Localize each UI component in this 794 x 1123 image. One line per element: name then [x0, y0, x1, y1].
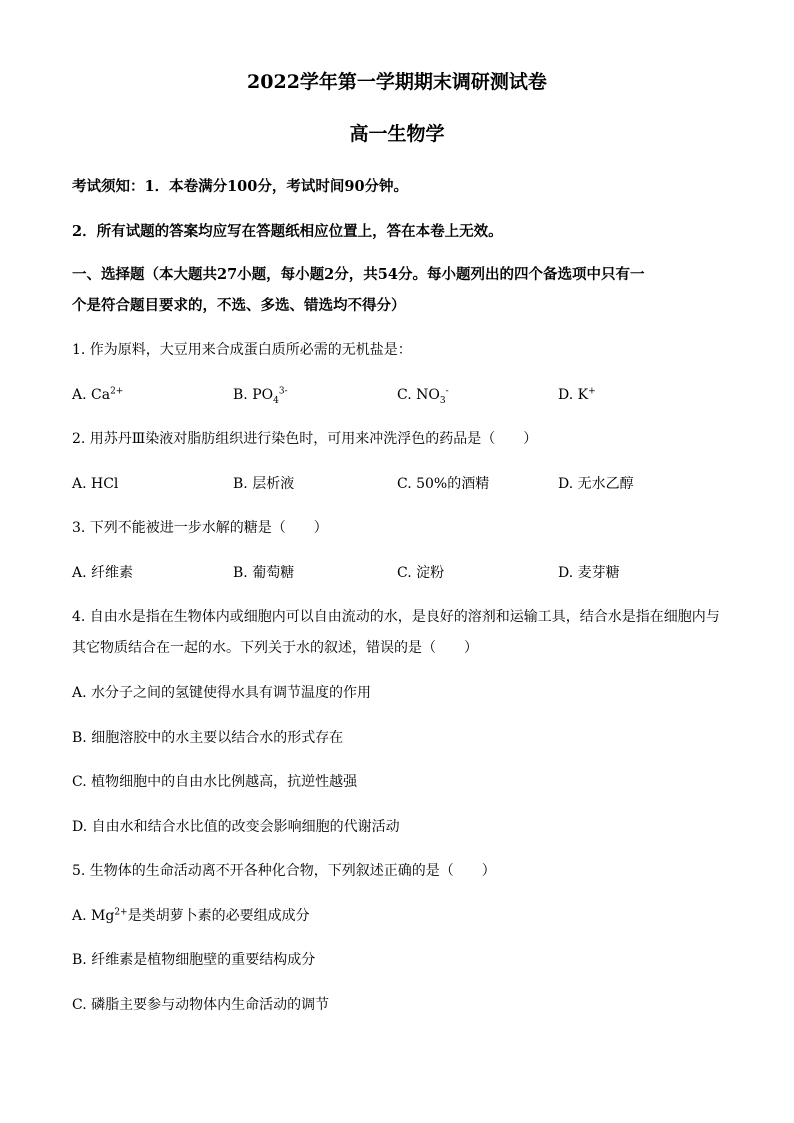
subject-title: 高一生物学	[349, 123, 445, 145]
question-3-stem: 3. 下列不能被进一步水解的糖是（ ）	[72, 520, 328, 536]
option-a-text: A. Ca	[72, 387, 111, 403]
option-c-charge: -	[445, 386, 449, 397]
option-b-text: B. PO	[233, 387, 274, 403]
question-1-option-c	[397, 385, 449, 405]
question-4-option-c: C. 植物细胞中的自由水比例越高，抗逆性越强	[72, 774, 358, 790]
section-heading-line-2: 个是符合题目要求的，不选、多选、错选均不得分）	[72, 297, 406, 314]
option-b-charge: 3-	[278, 386, 288, 397]
question-3-option-c: C. 淀粉	[397, 565, 445, 581]
option-a-text: A. Mg	[72, 908, 115, 924]
question-1-option-d	[558, 385, 596, 405]
option-c-text: C. NO	[397, 387, 440, 403]
question-2-option-d: D. 无水乙醇	[558, 476, 634, 492]
option-a-charge: 2+	[114, 907, 128, 918]
question-4-stem-line-2: 其它物质结合在一起的水。下列关于水的叙述，错误的是（ ）	[72, 640, 478, 656]
question-3-option-d: D. 麦芽糖	[558, 565, 620, 581]
option-d-text: D. K	[558, 387, 589, 403]
question-3-option-b: B. 葡萄糖	[233, 565, 295, 581]
question-1-option-b	[233, 385, 288, 405]
question-2-option-b: B. 层析液	[233, 476, 295, 492]
question-5-stem: 5. 生物体的生命活动离不开各种化合物，下列叙述正确的是（ ）	[72, 863, 496, 879]
option-d-charge: +	[588, 386, 596, 397]
exam-title: 2022学年第一学期期末调研测试卷	[247, 71, 547, 93]
question-4-option-d: D. 自由水和结合水比值的改变会影响细胞的代谢活动	[72, 819, 400, 835]
question-5-option-a	[72, 906, 310, 926]
option-a-charge: 2+	[110, 386, 124, 397]
question-2-option-c: C. 50%的酒精	[397, 476, 490, 492]
notice-line-2: 2．所有试题的答案均应写在答题纸相应位置上，答在本卷上无效。	[72, 223, 503, 240]
question-4-option-a: A. 水分子之间的氢键使得水具有调节温度的作用	[72, 685, 372, 701]
question-4-stem-line-1: 4. 自由水是指在生物体内或细胞内可以自由流动的水，是良好的溶剂和运输工具，结合水是指在细胞内与	[72, 609, 720, 625]
question-1-stem: 1. 作为原料，大豆用来合成蛋白质所必需的无机盐是：	[72, 342, 412, 358]
question-5-option-c: C. 磷脂主要参与动物体内生命活动的调节	[72, 997, 330, 1013]
option-b-subscript: 4	[273, 395, 279, 406]
option-c-subscript: 3	[439, 395, 446, 406]
question-2-option-a: A. HCl	[72, 476, 119, 492]
question-2-stem: 2. 用苏丹Ⅲ染液对脂肪组织进行染色时，可用来冲洗浮色的药品是（ ）	[72, 431, 538, 447]
option-a-rest: 是类胡萝卜素的必要组成成分	[127, 908, 310, 924]
question-3-option-a: A. 纤维素	[72, 565, 134, 581]
section-heading-line-1: 一、选择题（本大题共27小题，每小题2分，共54分。每小题列出的四个备选项中只有一	[72, 266, 645, 283]
question-5-option-b: B. 纤维素是植物细胞壁的重要结构成分	[72, 952, 316, 968]
notice-line-1: 考试须知：1．本卷满分100分，考试时间90分钟。	[72, 178, 409, 195]
question-1-option-a	[72, 385, 123, 405]
question-4-option-b: B. 细胞溶胶中的水主要以结合水的形式存在	[72, 730, 344, 746]
